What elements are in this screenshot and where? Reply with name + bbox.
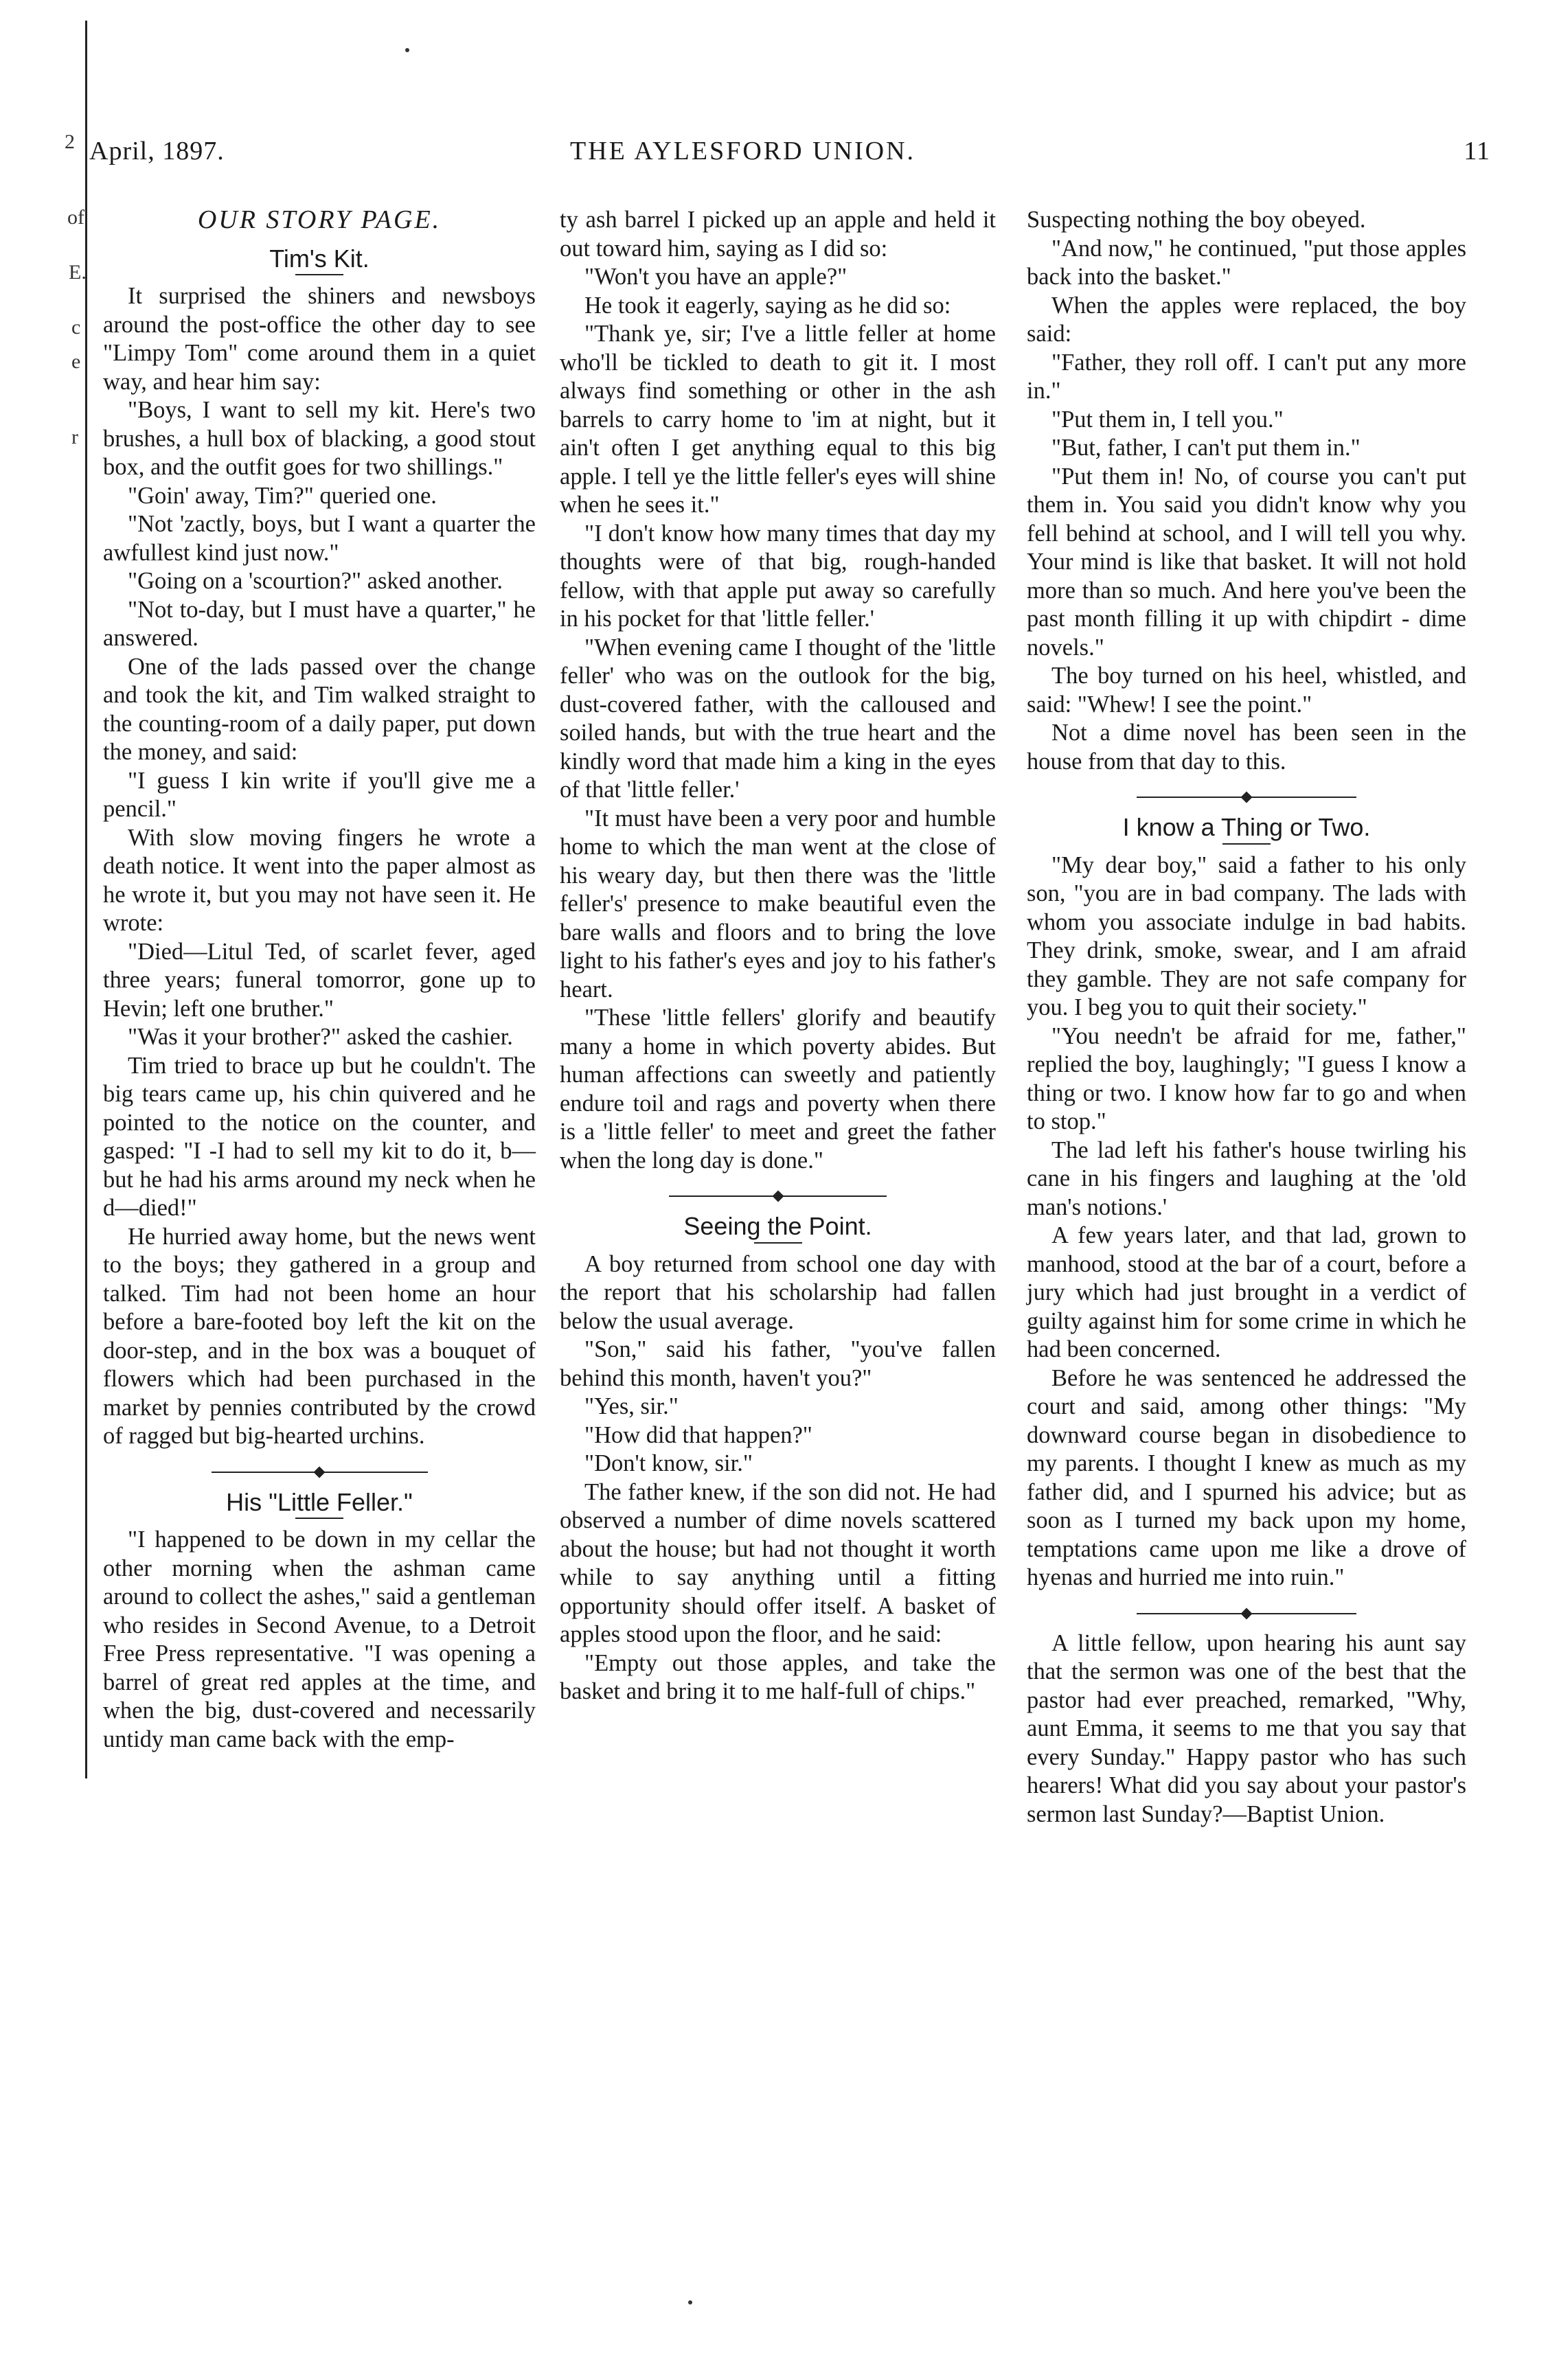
paragraph: "I guess I kin write if you'll give me a pencil." [103, 767, 536, 822]
paragraph: "Don't know, sir." [584, 1450, 753, 1476]
page-edge-line [85, 21, 87, 1778]
section-divider [560, 1185, 996, 1208]
paragraph: Suspecting nothing the boy obeyed. [1027, 207, 1366, 233]
paragraph: Not a dime novel has been seen in the house from that day to this. [1027, 720, 1466, 775]
paragraph: "It must have been a very poor and humble home to which the man went at the close of his weary day, but then there was the 'little feller's' presence to make beautiful even the bare walls and floors and to bring the love light to his father's eyes and joy to his father's heart. [560, 805, 996, 1003]
paragraph: "Thank ye, sir; I've a little feller at home who'll be tickled to death to git it. I most always find something or other in the ash barrels to carry home to 'im at night, but it ain't often I get anything equal to this big apple. I tell ye the little feller's eyes will shine when he sees it." [560, 321, 996, 518]
paragraph: Tim tried to brace up but he couldn't. The big tears came up, his chin quivered and he pointed to the notice on the counter, and gasped: "I -I had to sell my kit to do it, b—but he had his arms around my neck when he d—died!" [103, 1052, 536, 1221]
page-number: 11 [1464, 137, 1490, 165]
paragraph: "Going on a 'scourtion?" asked another. [128, 568, 503, 594]
title-rule [295, 1518, 343, 1519]
title-rule [295, 274, 343, 275]
paragraph: "You needn't be afraid for me, father," replied the boy, laughingly; "I guess I know a thing or two. I know how far to go and when to stop." [1027, 1022, 1466, 1134]
paragraph: "But, father, I can't put them in." [1051, 435, 1361, 461]
title-rule [1222, 843, 1271, 845]
column-1 [103, 206, 536, 1754]
paragraph: One of the lads passed over the change and took the kit, and Tim walked straight to the counting-room of a daily paper, put down the money, and said: [103, 653, 536, 765]
column-2 [560, 206, 996, 1706]
section-divider [1027, 1602, 1466, 1625]
section-divider [103, 1461, 536, 1484]
print-speck [405, 48, 409, 52]
paragraph: "Was it your brother?" asked the cashier. [128, 1024, 513, 1050]
story-title-tims-kit: Tim's Kit. [269, 244, 369, 273]
paragraph: A little fellow, upon hearing his aunt say that the sermon was one of the best that the pastor had ever preached, remarked, "Why, aunt Emma, it seems to me that you say that every Sunday." Happy pastor who has such hearers! What did you say about your pastor's sermon last Sunday?—Baptist Union. [1027, 1629, 1466, 1827]
margin-fragment: E. [69, 261, 87, 284]
paragraph: "I happened to be down in my cellar the other morning when the ashman came around to collect the ashes," said a gentleman who resides in Second Avenue, to a Detroit Free Press representative. "I was opening a barrel of great red apples at the time, and when the big, dust-covered and necessarily untidy man came back with the emp- [103, 1526, 536, 1752]
paragraph: With slow moving fingers he wrote a death notice. It went into the paper almost as he wrote it, but you may not have seen it. He wrote: [103, 824, 536, 936]
paragraph: He took it eagerly, saying as he did so: [584, 292, 951, 319]
paragraph: When the apples were replaced, the boy said: [1027, 292, 1466, 347]
paragraph: The father knew, if the son did not. He had observed a number of dime novels scattered about the house; but had not thought it worth while to say anything until a fitting opportunity should offer itself. A basket of apples stood upon the floor, and he said: [560, 1478, 996, 1647]
paragraph: "Put them in, I tell you." [1051, 406, 1284, 433]
issue-date: April, 1897. [89, 137, 225, 165]
margin-fragment: of [67, 206, 84, 229]
print-speck [688, 2300, 692, 2304]
margin-fragment: 2 [65, 130, 75, 153]
story-title-little-feller: His "Little Feller." [226, 1487, 413, 1516]
paragraph: The boy turned on his heel, whistled, and said: "Whew! I see the point." [1027, 663, 1466, 718]
paragraph: A boy returned from school one day with the report that his scholarship had fallen below the usual average. [560, 1250, 996, 1334]
paragraph: "When evening came I thought of the 'little feller' who was on the outlook for the big, dust-covered father, with the calloused and soiled hands, but with the true heart and the kindly word that made him a king in the eyes of that 'little feller.' [560, 634, 996, 803]
paragraph: "Died—Litul Ted, of scarlet fever, aged three years; funeral tomorror, gone up to Hevin; left one bruther." [103, 938, 536, 1022]
story-title-i-know-a-thing: I know a Thing or Two. [1122, 813, 1371, 841]
paragraph: "Boys, I want to sell my kit. Here's two brushes, a hull box of blacking, a good stout box, and the outfit goes for two shillings." [103, 397, 536, 480]
paragraph: He hurried away home, but the news went to the boys; they gathered in a group and talked. Tim had not been home an hour before a bare-footed boy left the kit on the door-step, and in the box was a bouquet of flowers which had been purchased in the market by pennies contributed by the crowd of ragged but big-hearted urchins. [103, 1223, 536, 1449]
margin-fragment: e [71, 350, 81, 373]
page-header [62, 136, 1490, 184]
paragraph: "Not to-day, but I must have a quarter," he answered. [103, 596, 536, 651]
paragraph: Before he was sentenced he addressed the court and said, among other things: "My downward course began in disobedience to my parents. I thought I knew as much as my father did, and I spurned his advice; but as soon as I turned my back upon my home, temptations came upon me like a drove of hyenas and hurried me into ruin." [1027, 1364, 1466, 1590]
paragraph: "How did that happen?" [584, 1421, 812, 1448]
paragraph: "I don't know how many times that day my thoughts were of that big, rough-handed fellow, with that apple put away so carefully in his pocket for that 'little feller.' [560, 520, 996, 632]
paragraph: "Empty out those apples, and take the basket and bring it to me half-full of chips." [560, 1649, 996, 1704]
story-title-seeing-the-point: Seeing the Point. [683, 1212, 872, 1240]
newspaper-name: THE AYLESFORD UNION. [570, 137, 916, 165]
paragraph: "My dear boy," said a father to his only son, "you are in bad company. The lads with whom you associate indulge in bad habits. They drink, smoke, swear, and I am afraid they gamble. They are not safe company for you. I beg you to quit their society." [1027, 851, 1466, 1020]
paragraph: It surprised the shiners and newsboys around the post-office the other day to see "Limpy Tom" come around them in a quiet way, and hear him say: [103, 283, 536, 395]
paragraph: "Not 'zactly, boys, but I want a quarter the awfullest kind just now." [103, 511, 536, 566]
paragraph: "Father, they roll off. I can't put any more in." [1027, 349, 1466, 404]
paragraph: "Son," said his father, "you've fallen behind this month, haven't you?" [560, 1336, 996, 1391]
paragraph: "Put them in! No, of course you can't put them in. You said you didn't know why you fell behind at school, and I will tell you why. Your mind is like that basket. It will not hold more than so much. And here you've been the past month filling it up with chipdirt - dime novels." [1027, 463, 1466, 661]
column-3 [1027, 206, 1466, 1829]
margin-fragment: r [71, 426, 78, 448]
paragraph: ty ash barrel I picked up an apple and held it out toward him, saying as I did so: [560, 207, 996, 262]
page-title: OUR STORY PAGE. [197, 205, 442, 234]
paragraph: "Goin' away, Tim?" queried one. [128, 482, 437, 509]
paragraph: "And now," he continued, "put those apples back into the basket." [1027, 235, 1466, 290]
paragraph: The lad left his father's house twirling his cane in his fingers and laughing at the 'old man's notions.' [1027, 1136, 1466, 1220]
paragraph: "Won't you have an apple?" [584, 264, 847, 290]
section-divider [1027, 786, 1466, 809]
paragraph: "These 'little fellers' glorify and beautify many a home in which poverty abides. But human affections can sweetly and patiently endure toil and rags and poverty when there is a 'little feller' to meet and greet the father when the long day is done." [560, 1005, 996, 1174]
title-rule [754, 1242, 802, 1244]
paragraph: "Yes, sir." [584, 1393, 679, 1419]
margin-fragment: c [71, 316, 81, 339]
paragraph: A few years later, and that lad, grown to manhood, stood at the bar of a court, before a jury which had just brought in a verdict of guilty against him for some crime in which he had been concerned. [1027, 1222, 1466, 1362]
